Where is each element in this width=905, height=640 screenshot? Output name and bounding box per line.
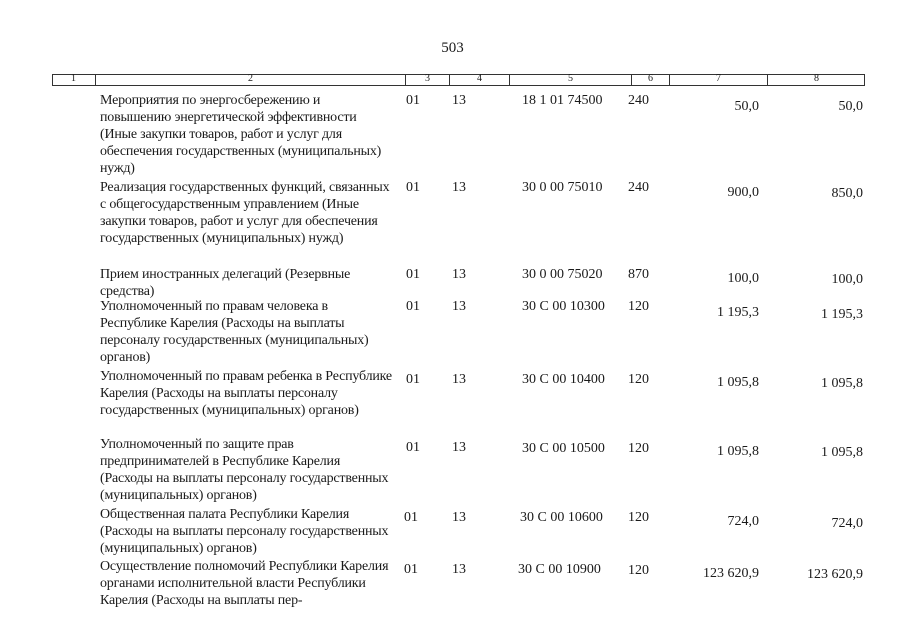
row-name: Уполномоченный по правам человека в Республике Карелия (Расходы на выплаты персоналу государственных (муниципальных) органов) bbox=[100, 299, 369, 365]
row-expense-type: 870 bbox=[628, 267, 649, 282]
header-cell: 6 bbox=[631, 74, 669, 86]
row-target-code: 30 С 00 10900 bbox=[518, 562, 601, 577]
row-amount-1: 1 195,3 bbox=[717, 305, 759, 320]
row-section: 01 bbox=[406, 372, 420, 387]
row-name: Реализация государственных функций, связанных с общегосударственным управлением (Иные закупки товаров, работ и услуг для обеспечения государственных (муниципальных) нужд) bbox=[100, 180, 390, 246]
row-amount-1: 724,0 bbox=[727, 514, 759, 529]
row-expense-type: 240 bbox=[628, 180, 649, 195]
row-subsection: 13 bbox=[452, 510, 466, 525]
row-amount-2: 1 195,3 bbox=[821, 307, 863, 322]
table-header-row bbox=[52, 74, 865, 86]
header-cell: 7 bbox=[669, 74, 767, 86]
row-name: Общественная палата Республики Карелия (Расходы на выплаты персоналу государственных (муниципальных) органов) bbox=[100, 507, 389, 556]
row-subsection: 13 bbox=[452, 180, 466, 195]
row-name: Уполномоченный по правам ребенка в Республике Карелия (Расходы на выплаты персоналу государственных (муниципальных) органов) bbox=[100, 369, 392, 418]
row-amount-1: 900,0 bbox=[727, 185, 759, 200]
row-expense-type: 120 bbox=[628, 510, 649, 525]
row-section: 01 bbox=[406, 267, 420, 282]
row-section: 01 bbox=[406, 299, 420, 314]
row-amount-2: 1 095,8 bbox=[821, 445, 863, 460]
row-name: Осуществление полномочий Республики Карелия органами исполнительной власти Республики Карелия (Расходы на выплаты пер- bbox=[100, 559, 389, 608]
header-cell: 4 bbox=[449, 74, 509, 86]
row-expense-type: 120 bbox=[628, 441, 649, 456]
row-section: 01 bbox=[406, 93, 420, 108]
row-target-code: 30 0 00 75010 bbox=[522, 180, 603, 195]
row-section: 01 bbox=[404, 562, 418, 577]
row-section: 01 bbox=[404, 510, 418, 525]
header-cell: 3 bbox=[405, 74, 449, 86]
row-target-code: 30 С 00 10300 bbox=[522, 299, 605, 314]
row-expense-type: 240 bbox=[628, 93, 649, 108]
row-amount-1: 50,0 bbox=[734, 99, 759, 114]
row-amount-2: 1 095,8 bbox=[821, 376, 863, 391]
row-subsection: 13 bbox=[452, 299, 466, 314]
row-section: 01 bbox=[406, 440, 420, 455]
header-cell: 8 bbox=[767, 74, 865, 86]
row-amount-1: 100,0 bbox=[727, 271, 759, 286]
row-amount-2: 123 620,9 bbox=[807, 567, 863, 582]
row-subsection: 13 bbox=[452, 93, 466, 108]
row-subsection: 13 bbox=[452, 372, 466, 387]
row-section: 01 bbox=[406, 180, 420, 195]
row-amount-2: 100,0 bbox=[831, 272, 863, 287]
row-amount-2: 850,0 bbox=[831, 186, 863, 201]
row-amount-1: 1 095,8 bbox=[717, 444, 759, 459]
row-target-code: 30 С 00 10400 bbox=[522, 372, 605, 387]
row-expense-type: 120 bbox=[628, 563, 649, 578]
row-target-code: 30 С 00 10500 bbox=[522, 441, 605, 456]
row-target-code: 30 С 00 10600 bbox=[520, 510, 603, 525]
row-target-code: 18 1 01 74500 bbox=[522, 93, 603, 108]
row-amount-2: 724,0 bbox=[831, 516, 863, 531]
row-name: Уполномоченный по защите прав предпринимателей в Республике Карелия (Расходы на выплаты персоналу государственных (муниципальных) органов) bbox=[100, 437, 389, 503]
row-name: Прием иностранных делегаций (Резервные средства) bbox=[100, 267, 351, 299]
header-cell: 2 bbox=[95, 74, 405, 86]
row-subsection: 13 bbox=[452, 562, 466, 577]
header-cell: 1 bbox=[71, 73, 76, 84]
header-cell: 5 bbox=[509, 74, 631, 86]
row-amount-1: 1 095,8 bbox=[717, 375, 759, 390]
row-target-code: 30 0 00 75020 bbox=[522, 267, 603, 282]
row-amount-2: 50,0 bbox=[838, 99, 863, 114]
row-name: Мероприятия по энергосбережению и повышению энергетической эффективности (Иные закупки товаров, работ и услуг для обеспечения государственных (муниципальных) нужд) bbox=[100, 93, 382, 176]
page-number: 503 bbox=[441, 40, 464, 56]
row-expense-type: 120 bbox=[628, 372, 649, 387]
row-expense-type: 120 bbox=[628, 299, 649, 314]
row-subsection: 13 bbox=[452, 267, 466, 282]
row-subsection: 13 bbox=[452, 440, 466, 455]
row-amount-1: 123 620,9 bbox=[703, 566, 759, 581]
